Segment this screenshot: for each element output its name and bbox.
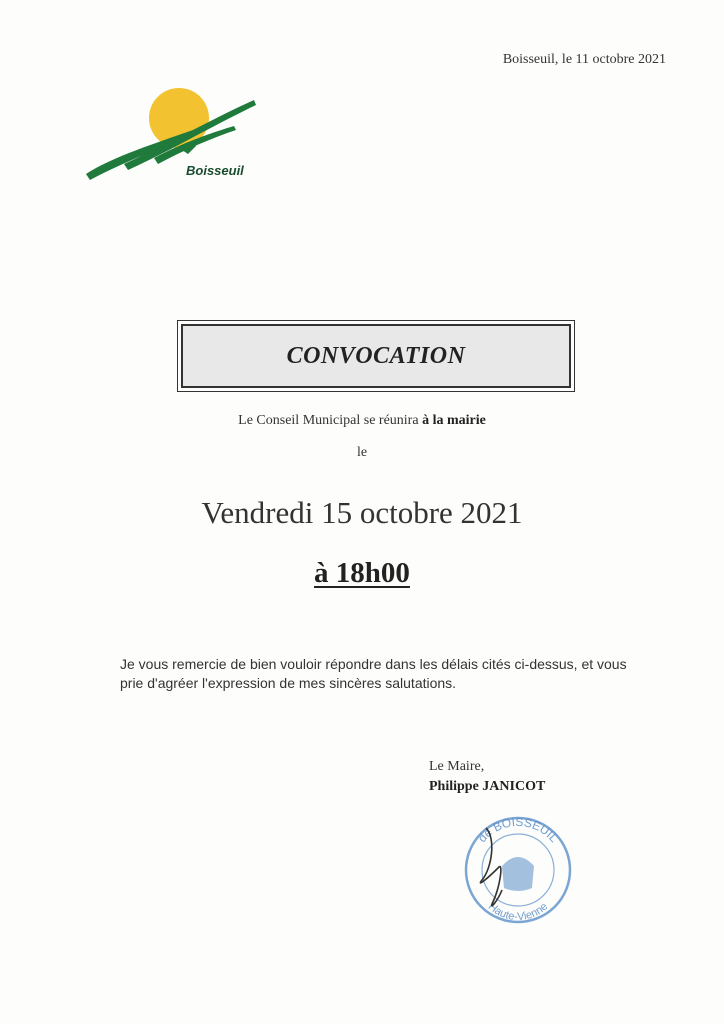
body-paragraph	[120, 655, 640, 693]
document-title: CONVOCATION	[286, 342, 466, 369]
intro-line	[0, 413, 724, 429]
body-line-2: prie d'agréer l'expression de mes sincères salutations.	[120, 675, 457, 691]
logo-text: Boisseuil	[186, 163, 244, 178]
event-time-line	[0, 557, 724, 590]
date-line: Boisseuil, le 11 octobre 2021	[502, 52, 666, 67]
stamp-top-text: de BOISSEUIL	[474, 814, 562, 846]
official-stamp	[452, 808, 582, 928]
title-box	[177, 320, 575, 392]
stamp-bottom-text: Haute-Vienne	[485, 900, 551, 924]
event-date: Vendredi 15 octobre 2021	[201, 495, 523, 530]
stamp-emblem-icon	[502, 857, 534, 891]
signature-block	[429, 757, 545, 797]
signature-name: Philippe JANICOT	[429, 779, 546, 794]
intro-location: à la mairie	[422, 413, 486, 428]
body-line-1: Je vous remercie de bien vouloir répondre dans les délais cités ci-dessus, et vous	[120, 656, 627, 672]
intro-prefix: Le Conseil Municipal se réunira	[238, 413, 423, 428]
svg-text:Haute-Vienne	[486, 901, 550, 924]
signature-role: Le Maire,	[429, 759, 485, 774]
le-line: le	[356, 445, 368, 460]
title-inner	[181, 324, 571, 388]
event-time: à 18h00	[314, 557, 410, 589]
